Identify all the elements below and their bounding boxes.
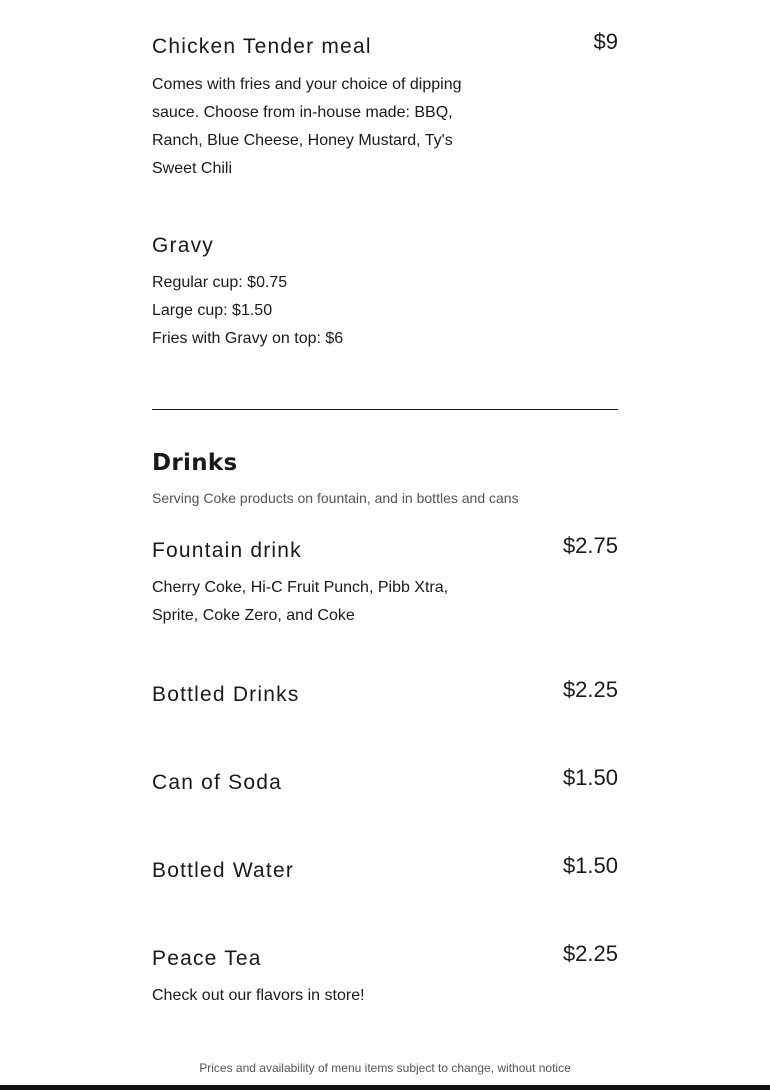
menu-item-price: $1.50 — [562, 853, 618, 878]
section-subtitle: Serving Coke products on fountain, and in bottles and cans — [152, 490, 519, 506]
description-line: Sprite, Coke Zero, and Coke — [152, 607, 355, 624]
menu-item-description — [152, 574, 472, 630]
description-line: Fries with Gravy on top: $6 — [152, 330, 344, 347]
bottom-bar — [0, 1085, 770, 1090]
menu-item-description — [152, 269, 472, 353]
description-line: Check out our flavors in store! — [152, 987, 365, 1004]
menu-item-name: Can of Soda — [152, 771, 282, 794]
description-line: Cherry Coke, Hi-C Fruit Punch, Pibb Xtra, — [152, 579, 449, 596]
menu-item-name: Peace Tea — [152, 947, 262, 970]
description-line: sauce. Choose from in-house made: BBQ, — [152, 104, 453, 121]
menu-item-description — [152, 71, 472, 183]
menu-item-name: Gravy — [152, 234, 215, 257]
description-line: Regular cup: $0.75 — [152, 274, 288, 291]
menu-item-name: Bottled Drinks — [152, 683, 300, 706]
menu-item-price: $2.25 — [562, 677, 618, 702]
description-line: Comes with fries and your choice of dipping — [152, 76, 462, 93]
menu-item-name: Fountain drink — [152, 539, 302, 562]
description-line: Sweet Chili — [152, 160, 233, 177]
menu-item-price: $9 — [593, 29, 618, 54]
description-line: Ranch, Blue Cheese, Honey Mustard, Ty's — [152, 132, 453, 149]
menu-item-price: $2.75 — [562, 533, 618, 558]
menu-item-name: Chicken Tender meal — [152, 35, 372, 58]
menu-item-price: $1.50 — [562, 765, 618, 790]
section-divider — [152, 409, 618, 410]
section-title-drinks: Drinks — [152, 450, 238, 476]
menu-item-name: Bottled Water — [152, 859, 295, 882]
footer-disclaimer: Prices and availability of menu items subject to change, without notice — [199, 1061, 571, 1075]
description-line: Large cup: $1.50 — [152, 302, 273, 319]
menu-item-description — [152, 982, 472, 1010]
menu-item-price: $2.25 — [562, 941, 618, 966]
